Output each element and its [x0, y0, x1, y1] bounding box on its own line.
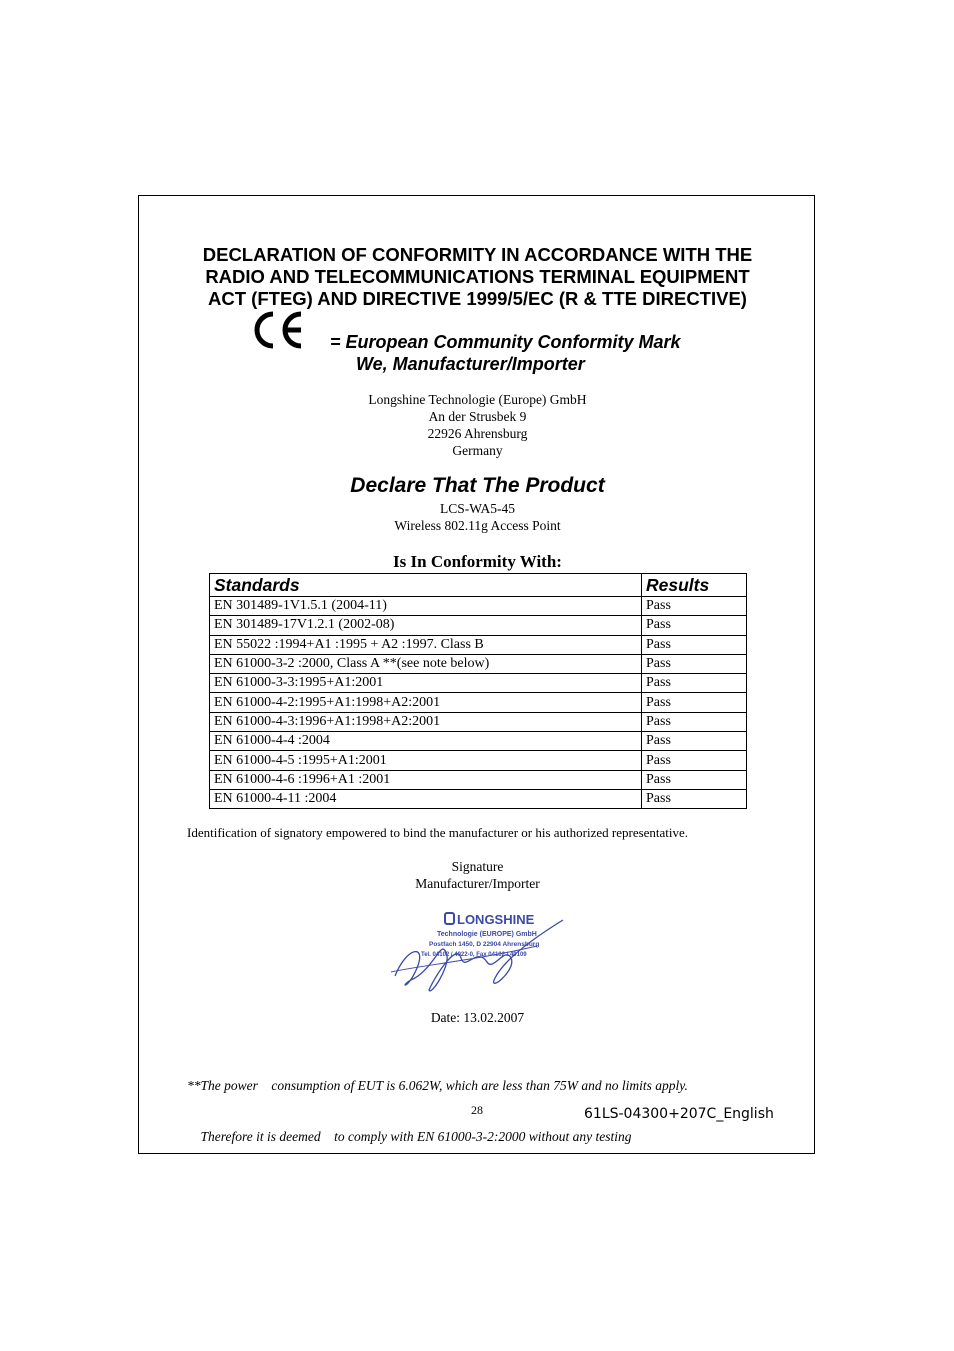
manufacturer-importer-caption: We, Manufacturer/Importer — [356, 354, 585, 374]
header-standards: Standards — [210, 574, 642, 597]
product-model: LCS-WA5-45 — [440, 501, 515, 516]
standard-cell: EN 61000-4-5 :1995+A1:2001 — [210, 751, 642, 770]
standard-cell: EN 61000-4-4 :2004 — [210, 732, 642, 751]
table-row — [210, 616, 747, 635]
signature-label: Signature — [451, 859, 504, 874]
result-cell: Pass — [642, 712, 747, 731]
table-row — [210, 597, 747, 616]
table-row — [210, 693, 747, 712]
standard-cell: EN 61000-4-6 :1996+A1 :2001 — [210, 770, 642, 789]
standard-cell: EN 61000-4-3:1996+A1:1998+A2:2001 — [210, 712, 642, 731]
result-cell: Pass — [642, 770, 747, 789]
standard-cell: EN 61000-3-3:1995+A1:2001 — [210, 674, 642, 693]
standard-cell: EN 301489-1V1.5.1 (2004-11) — [210, 597, 642, 616]
table-row — [210, 751, 747, 770]
ce-mark-caption: = European Community Conformity Mark — [330, 332, 681, 352]
page-frame — [138, 195, 815, 1154]
standard-cell: EN 55022 :1994+A1 :1995 + A2 :1997. Class B — [210, 635, 642, 654]
ce-mark-icon — [249, 308, 309, 352]
conformity-title: Is In Conformity With: — [393, 552, 562, 571]
result-cell: Pass — [642, 597, 747, 616]
standard-cell: EN 301489-17V1.2.1 (2002-08) — [210, 616, 642, 635]
table-row — [210, 770, 747, 789]
stamp-line: Technologie (EUROPE) GmbH — [437, 931, 537, 938]
signature-date: Date: 13.02.2007 — [430, 1010, 525, 1025]
heading-line-3: ACT (FTEG) AND DIRECTIVE 1999/5/EC (R & TTE DIRECTIVE) — [208, 288, 747, 309]
address-line: An der Strusbek 9 — [428, 409, 527, 424]
standards-table — [209, 573, 747, 809]
identification-text: Identification of signatory empowered to bind the manufacturer or his authorized representative. — [187, 825, 689, 840]
standard-cell: EN 61000-4-2:1995+A1:1998+A2:2001 — [210, 693, 642, 712]
heading-line-1: DECLARATION OF CONFORMITY IN ACCORDANCE WITH THE — [202, 244, 753, 265]
address-line: Longshine Technologie (Europe) GmbH — [368, 392, 587, 407]
result-cell: Pass — [642, 732, 747, 751]
result-cell: Pass — [642, 616, 747, 635]
signature-role: Manufacturer/Importer — [415, 876, 540, 891]
result-cell: Pass — [642, 789, 747, 808]
stamp-line: Tel. 04102 / 4922-0, Fax 04102 / 40109 — [421, 952, 527, 958]
address-line: Germany — [452, 443, 503, 458]
result-cell: Pass — [642, 654, 747, 673]
declaration-heading — [139, 244, 816, 310]
result-cell: Pass — [642, 674, 747, 693]
standard-cell: EN 61000-4-11 :2004 — [210, 789, 642, 808]
stamp-line: Postfach 1450, D 22904 Ahrensburg — [429, 941, 540, 948]
result-cell: Pass — [642, 751, 747, 770]
product-description: Wireless 802.11g Access Point — [394, 518, 561, 533]
heading-line-2: RADIO AND TELECOMMUNICATIONS TERMINAL EQUIPMENT — [205, 266, 750, 287]
standard-cell: EN 61000-3-2 :2000, Class A **(see note below) — [210, 654, 642, 673]
product-info — [139, 500, 816, 534]
footnote-line-1: **The power consumption of EUT is 6.062W, which are less than 75W and no limits apply. — [187, 1078, 688, 1093]
document-reference: 61LS-04300+207C_English — [584, 1106, 774, 1122]
result-cell: Pass — [642, 635, 747, 654]
table-row — [210, 654, 747, 673]
footnote-line-2: Therefore it is deemed to comply with EN 61000-3-2:2000 without any testing — [187, 1129, 632, 1144]
table-row — [210, 674, 747, 693]
manufacturer-address — [139, 391, 816, 459]
table-header-row — [210, 574, 747, 597]
company-stamp-signature — [387, 906, 567, 998]
result-cell: Pass — [642, 693, 747, 712]
signature-block — [139, 858, 816, 892]
table-row — [210, 712, 747, 731]
address-line: 22926 Ahrensburg — [427, 426, 528, 441]
stamp-brand: LONGSHINE — [457, 912, 535, 927]
declare-title: Declare That The Product — [350, 474, 605, 497]
table-row — [210, 732, 747, 751]
header-results: Results — [642, 574, 747, 597]
table-row — [210, 789, 747, 808]
table-row — [210, 635, 747, 654]
page-number: 28 — [471, 1103, 483, 1117]
